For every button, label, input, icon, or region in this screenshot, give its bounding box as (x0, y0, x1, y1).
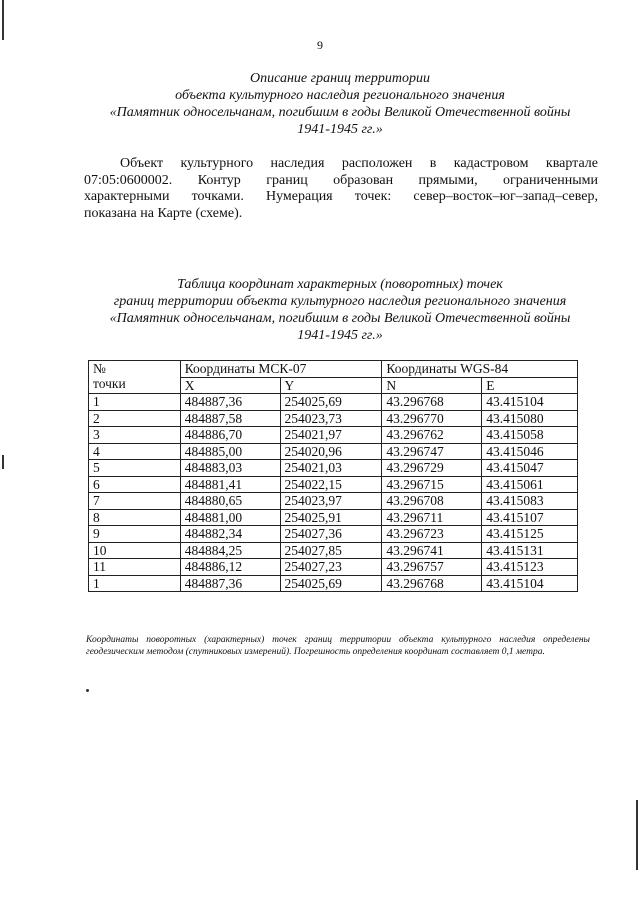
e-cell: 43.415104 (482, 575, 578, 592)
e-cell: 43.415131 (482, 542, 578, 559)
e-header: E (482, 377, 578, 394)
coordinates-table (88, 360, 578, 592)
msk-header: Координаты МСК-07 (180, 361, 382, 378)
point-number-header (89, 361, 181, 394)
e-cell: 43.415123 (482, 559, 578, 576)
heading-line: 1941-1945 гг.» (297, 328, 383, 343)
table-row (89, 427, 578, 444)
x-header: X (180, 377, 280, 394)
y-cell: 254023,97 (280, 493, 382, 510)
y-cell: 254021,97 (280, 427, 382, 444)
table-row (89, 410, 578, 427)
point-number-cell: 3 (89, 427, 181, 444)
e-cell: 43.415080 (482, 410, 578, 427)
heading-line: Описание границ территории (250, 71, 430, 86)
y-cell: 254025,69 (280, 575, 382, 592)
heading-line: границ территории объекта культурного наследия регионального значения (113, 294, 567, 309)
paragraph-line: характерными точками. Нумерация точек: север–восток–юг–запад–север, (84, 189, 598, 204)
point-number-cell: 5 (89, 460, 181, 477)
y-cell: 254025,69 (280, 394, 382, 411)
page-number: 9 (317, 38, 323, 52)
table-row (89, 526, 578, 543)
point-number-cell: 9 (89, 526, 181, 543)
wgs-header: Координаты WGS-84 (382, 361, 578, 378)
x-cell: 484882,34 (180, 526, 280, 543)
e-cell: 43.415047 (482, 460, 578, 477)
description-paragraph (84, 156, 598, 222)
scan-edge-mark (2, 0, 4, 40)
table-row (89, 559, 578, 576)
e-cell: 43.415107 (482, 509, 578, 526)
n-cell: 43.296757 (382, 559, 482, 576)
e-cell: 43.415058 (482, 427, 578, 444)
heading-line: 1941-1945 гг.» (297, 122, 383, 137)
x-cell: 484884,25 (180, 542, 280, 559)
table-row (89, 542, 578, 559)
scan-dot (86, 689, 89, 692)
n-cell: 43.296741 (382, 542, 482, 559)
n-cell: 43.296729 (382, 460, 482, 477)
point-number-cell: 11 (89, 559, 181, 576)
e-cell: 43.415061 (482, 476, 578, 493)
y-cell: 254027,36 (280, 526, 382, 543)
x-cell: 484887,36 (180, 394, 280, 411)
x-cell: 484887,36 (180, 575, 280, 592)
x-cell: 484883,03 (180, 460, 280, 477)
e-cell: 43.415083 (482, 493, 578, 510)
table-heading (80, 276, 600, 344)
x-cell: 484886,70 (180, 427, 280, 444)
heading-line: Таблица координат характерных (поворотных) точек (177, 277, 503, 292)
table-row (89, 476, 578, 493)
description-heading (80, 70, 600, 138)
e-cell: 43.415104 (482, 394, 578, 411)
paragraph-line: 07:05:0600002. Контур границ образован прямыми, ограниченными (84, 172, 598, 188)
point-number-cell: 1 (89, 394, 181, 411)
point-number-cell: 10 (89, 542, 181, 559)
x-cell: 484881,00 (180, 509, 280, 526)
table-row (89, 460, 578, 477)
x-cell: 484880,65 (180, 493, 280, 510)
y-cell: 254021,03 (280, 460, 382, 477)
x-cell: 484887,58 (180, 410, 280, 427)
point-number-cell: 6 (89, 476, 181, 493)
footnote: Координаты поворотных (характерных) точек границ территории объекта культурного наследия определены геодезическим методом (спутниковых измерений). Погрешность определения координат составляет 0,1 метра. (86, 635, 590, 657)
n-cell: 43.296723 (382, 526, 482, 543)
n-cell: 43.296768 (382, 575, 482, 592)
heading-line: «Памятник односельчанам, погибшим в годы Великой Отечественной войны (109, 105, 571, 120)
e-cell: 43.415046 (482, 443, 578, 460)
paragraph-line: Объект культурного наследия расположен в кадастровом квартале (120, 156, 598, 171)
heading-line: «Памятник односельчанам, погибшим в годы Великой Отечественной войны (109, 311, 571, 326)
n-cell: 43.296708 (382, 493, 482, 510)
n-cell: 43.296762 (382, 427, 482, 444)
point-number-cell: 7 (89, 493, 181, 510)
n-cell: 43.296715 (382, 476, 482, 493)
n-header: N (382, 377, 482, 394)
x-cell: 484886,12 (180, 559, 280, 576)
y-cell: 254025,91 (280, 509, 382, 526)
n-cell: 43.296711 (382, 509, 482, 526)
n-cell: 43.296768 (382, 394, 482, 411)
table-row (89, 443, 578, 460)
y-cell: 254022,15 (280, 476, 382, 493)
y-cell: 254027,85 (280, 542, 382, 559)
y-cell: 254027,23 (280, 559, 382, 576)
y-cell: 254023,73 (280, 410, 382, 427)
point-number-cell: 2 (89, 410, 181, 427)
n-cell: 43.296747 (382, 443, 482, 460)
point-number-cell: 8 (89, 509, 181, 526)
scan-edge-mark (636, 800, 638, 870)
e-cell: 43.415125 (482, 526, 578, 543)
point-number-header-line: № (93, 361, 106, 376)
point-number-cell: 1 (89, 575, 181, 592)
paragraph-line: показана на Карте (схеме). (84, 205, 243, 221)
n-cell: 43.296770 (382, 410, 482, 427)
scan-edge-mark (2, 455, 4, 469)
point-number-cell: 4 (89, 443, 181, 460)
point-number-header-line: точки (93, 376, 126, 391)
x-cell: 484881,41 (180, 476, 280, 493)
x-cell: 484885,00 (180, 443, 280, 460)
y-header: Y (280, 377, 382, 394)
table-row (89, 493, 578, 510)
table-row (89, 509, 578, 526)
table-row (89, 394, 578, 411)
heading-line: объекта культурного наследия регионального значения (175, 88, 505, 103)
y-cell: 254020,96 (280, 443, 382, 460)
table-row (89, 575, 578, 592)
